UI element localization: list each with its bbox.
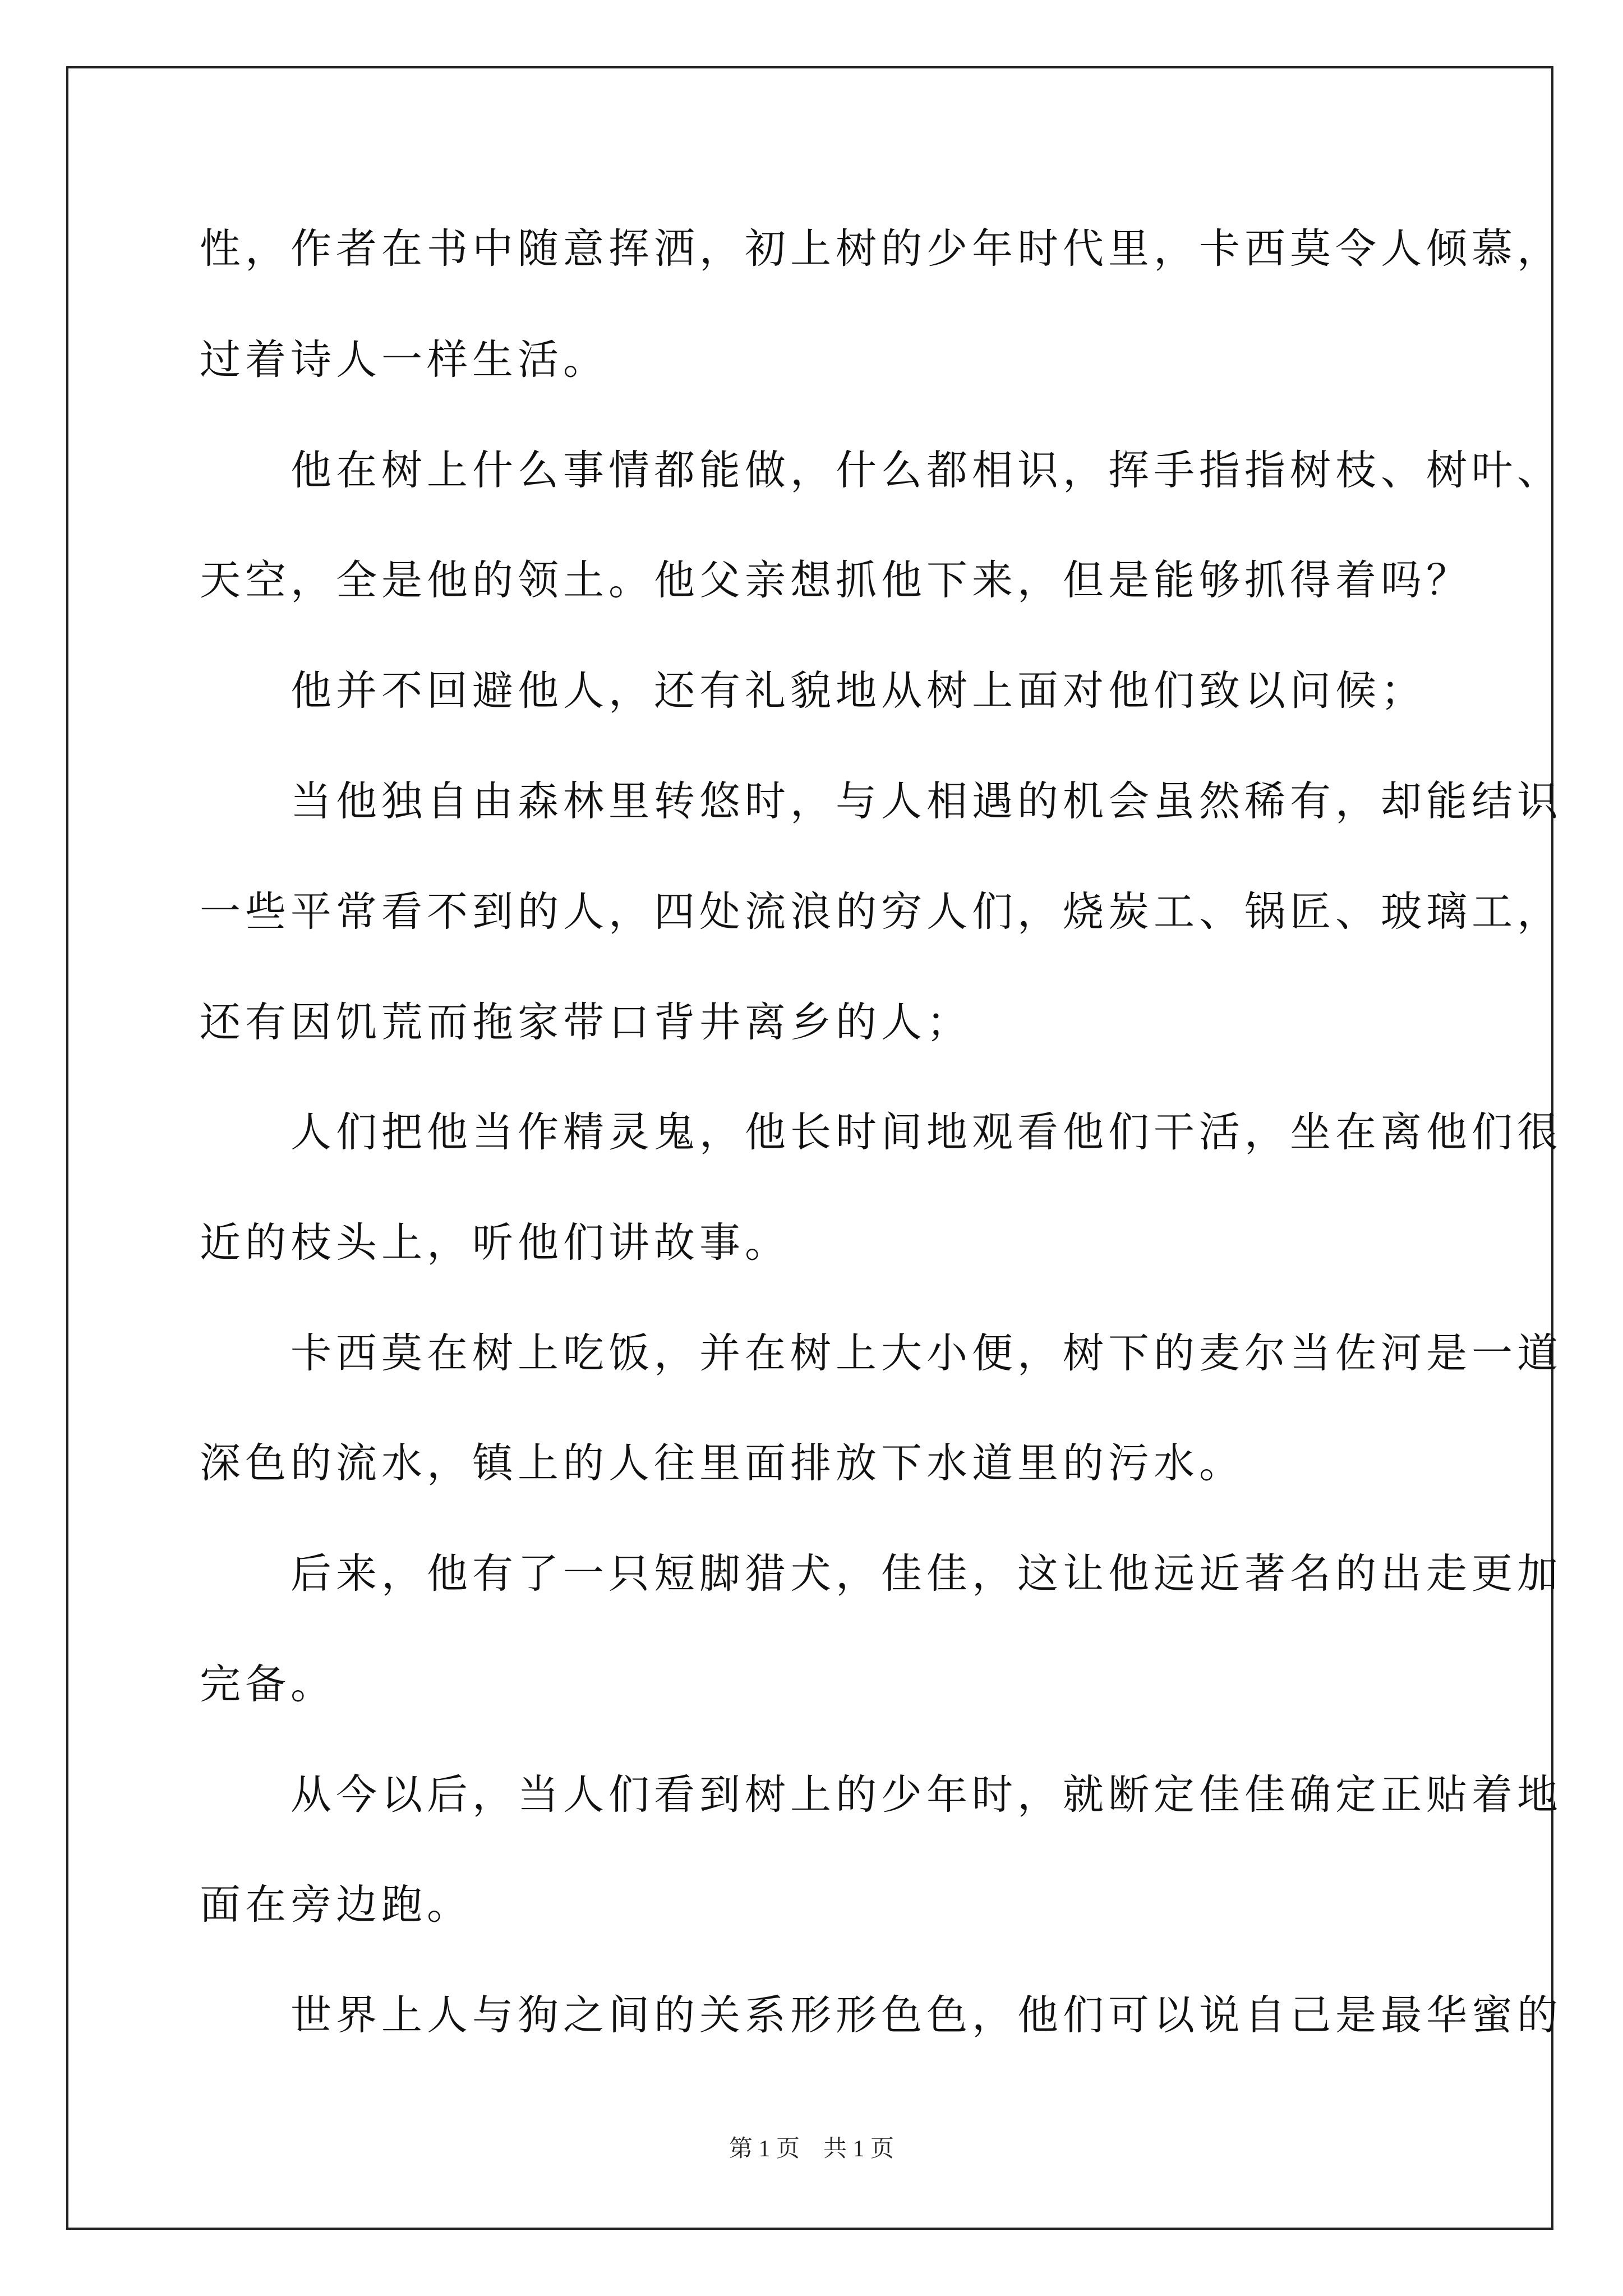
text-line: 完备。 [200, 1660, 336, 1708]
text-line: 后来，他有了一只短脚猎犬，佳佳，这让他远近著名的出走更加 [200, 1550, 1562, 1598]
page-footer: 第 1 页 共 1 页 [728, 2136, 894, 2162]
text-line: 卡西莫在树上吃饭，并在树上大小便，树下的麦尔当佐河是一道 [200, 1329, 1562, 1377]
text-line: 还有因饥荒而拖家带口背井离乡的人； [200, 999, 972, 1046]
text-line: 过着诗人一样生活。 [200, 336, 608, 384]
text-line: 天空，全是他的领土。他父亲想抓他下来，但是能够抓得着吗？ [200, 556, 1472, 604]
text-line: 他并不回避他人，还有礼貌地从树上面对他们致以问候； [200, 667, 1426, 715]
text-line: 人们把他当作精灵鬼，他长时间地观看他们干活，坐在离他们很 [200, 1108, 1562, 1156]
text-line: 深色的流水，镇上的人往里面排放下水道里的污水。 [200, 1439, 1244, 1487]
text-line: 性，作者在书中随意挥洒，初上树的少年时代里，卡西莫令人倾慕， [200, 225, 1562, 273]
text-line: 一些平常看不到的人，四处流浪的穷人们，烧炭工、锅匠、玻璃工， [200, 888, 1562, 936]
text-line: 从今以后，当人们看到树上的少年时，就断定佳佳确定正贴着地 [200, 1771, 1562, 1819]
text-line: 他在树上什么事情都能做，什么都相识，挥手指指树枝、树叶、 [200, 447, 1562, 494]
text-line: 近的枝头上，听他们讲故事。 [200, 1219, 790, 1267]
text-line: 面在旁边跑。 [200, 1881, 472, 1929]
text-line: 世界上人与狗之间的关系形形色色，他们可以说自己是最华蜜的 [200, 1991, 1562, 2039]
text-line: 当他独自由森林里转悠时，与人相遇的机会虽然稀有，却能结识 [200, 777, 1562, 825]
